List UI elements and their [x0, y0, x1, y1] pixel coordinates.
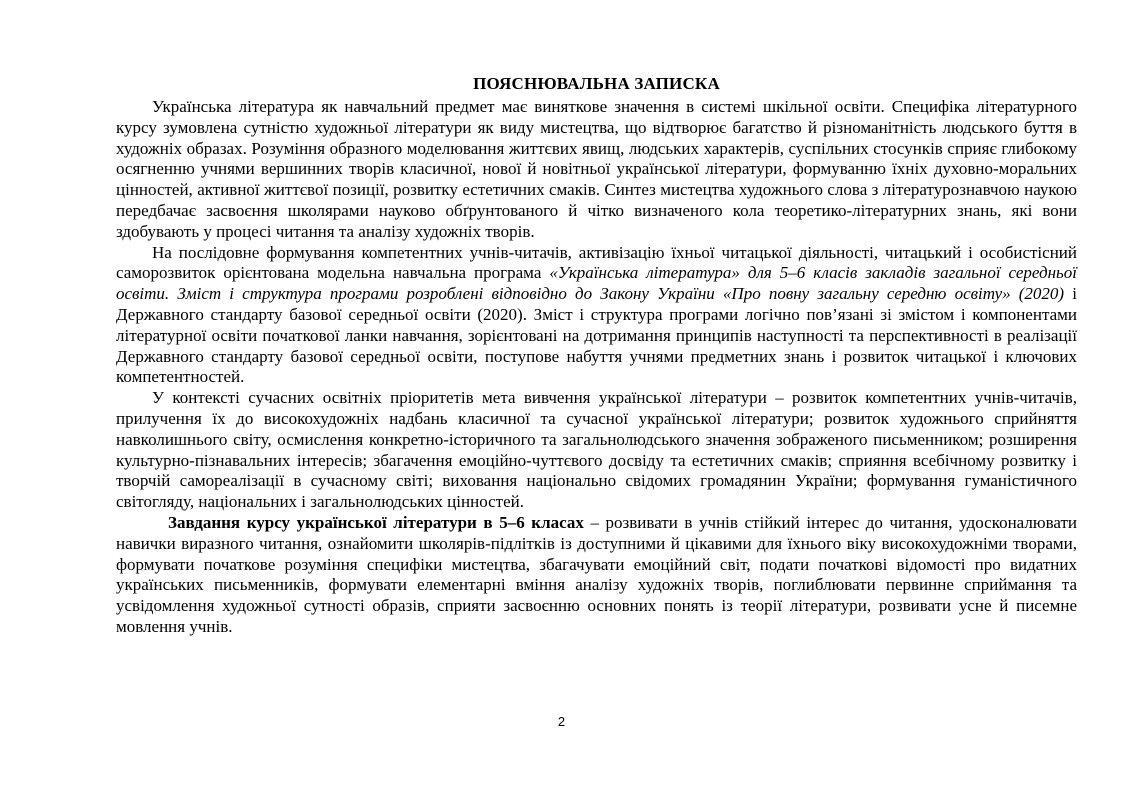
paragraph-tasks-text: – розвивати в учнів стійкий інтерес до читання, удосконалювати навички виразного читання, ознайомити школярів-підлітків із доступними й цікавими для їхнього віку високохудожніми творами, формувати початкове розуміння специфіки мистецтва, збагачувати емоційний світ, подати початкові відомості про видатних українських письменників, формувати елементарні вміння аналізу художніх творів, поглиблювати первинне сприймання та усвідомлення художньої сутності образів, сприяти засвоєнню основних понять із теорії літератури, розвивати усне й писемне мовлення учнів. [116, 512, 1078, 636]
paragraph-tasks [116, 513, 1077, 638]
page-title: ПОЯСНЮВАЛЬНА ЗАПИСКА [473, 74, 720, 93]
program-title-italic: «Українська література» для 5–6 класів закладів загальної середньої освіти. Зміст і структура програми розроблені відповідно до Закону України «Про повну загальну середню освіту» (2020) [116, 263, 1078, 304]
paragraph-intro: Українська література як навчальний предмет має виняткове значення в системі шкільної освіти. Специфіка літературного курсу зумовлена сутністю художньої літератури як виду мистецтва, що відтворює багатство й різноманітність людського буття в художніх образах. Розуміння образного моделювання життєвих явищ, людських характерів, суспільних стосунків сприяє глибокому осягненню учнями вершинних творів класичної, нової й новітньої української літератури, формуванню їхніх духовно-моральних цінностей, активної життєвої позиції, розвитку естетичних смаків. Синтез мистецтва художнього слова з літературознавчою наукою передбачає засвоєння школярами науково обґрунтованого й чітко визначеного кола теоретико-літературних знань, які вони здобувають у процесі читання та аналізу художніх творів. [116, 97, 1077, 241]
paragraph-goal: У контексті сучасних освітніх пріоритетів мета вивчення української літератури – розвиток компетентних учнів-читачів, прилучення їх до високохудожніх надбань класичної та сучасної української літератури; розвиток художнього сприйняття навколишнього світу, осмислення конкретно-історичного та загальнолюдського значення зображеного письменником; розширення культурно-пізнавальних інтересів; збагачення емоційно-чуттєвого досвіду та естетичних смаків; сприяння всебічному розвитку і творчій самореалізації в сучасному світі; виховання національно свідомих громадянин України; формування гуманістичного світогляду, національних і загальнолюдських цінностей. [116, 388, 1077, 512]
document-body [116, 72, 1077, 638]
paragraph-program-text-end: і Державного стандарту базової середньої освіти (2020). Зміст і структура програми логічно пов’язані зі змістом і компонентами літературної освіти початкової ланки навчання, зорієнтовані на дотримання принципів наступності та перспективності в реалізації Державного стандарту базової середньої освіти, поступове набуття учнями предметних знань і розвиток читацької і ключових компетентностей. [116, 284, 1077, 387]
paragraph-program [116, 243, 1077, 389]
page-number: 2 [557, 714, 566, 729]
tasks-heading-bold: Завдання курсу української літератури в 5–6 класах [168, 512, 584, 532]
paragraph-program-text-start: На послідовне формування компетентних учнів-читачів, активізацію їхньої читацької діяльності, читацький і особистісний саморозвиток орієнтована модельна навчальна програма [116, 242, 1077, 283]
